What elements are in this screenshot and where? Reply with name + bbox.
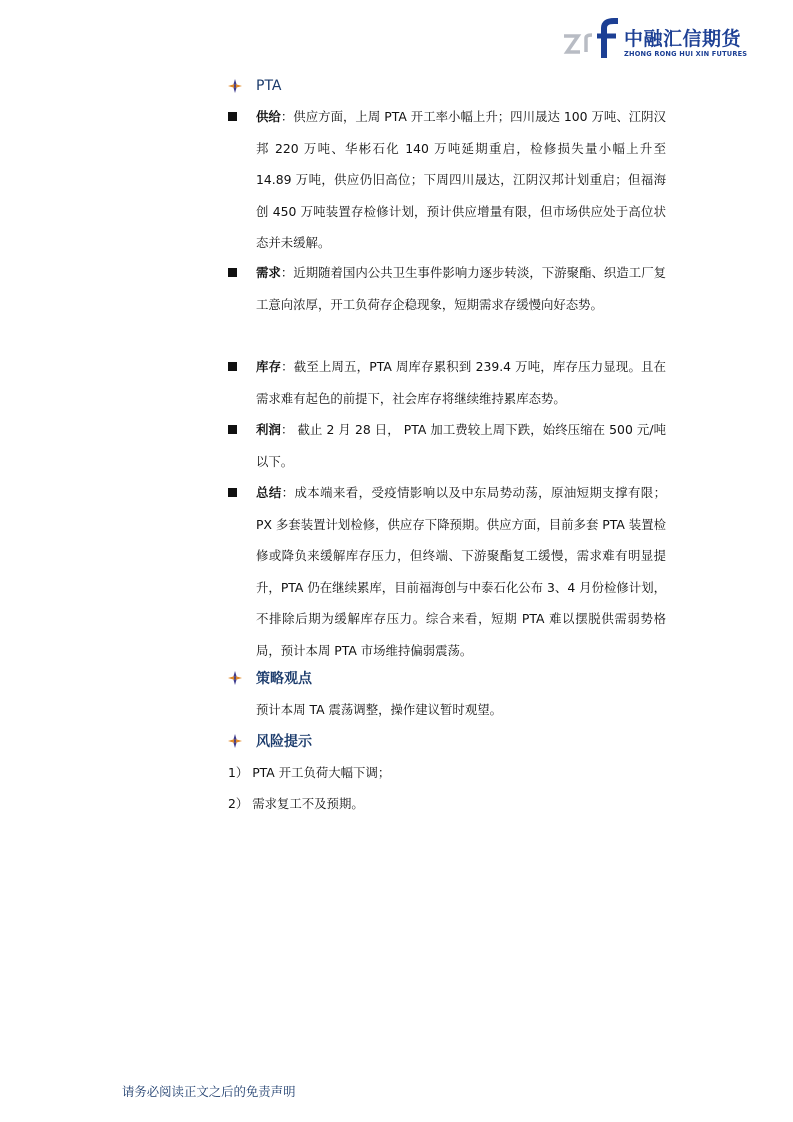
square-bullet-icon bbox=[228, 488, 237, 497]
section-heading-pta bbox=[228, 76, 281, 96]
section-heading-strategy bbox=[228, 668, 312, 688]
zrf-logo-icon bbox=[562, 18, 622, 62]
square-bullet-icon bbox=[228, 362, 237, 371]
bullet-text: ： 截止 2 月 28 日， PTA 加工费较上周下跌，始终压缩在 500 元/吨以下。 bbox=[256, 422, 667, 469]
bullet-label: 供给 bbox=[256, 109, 281, 124]
bullet-label: 总结 bbox=[256, 485, 282, 500]
square-bullet-icon bbox=[228, 425, 237, 434]
bullet-text: ：供应方面，上周 PTA 开工率小幅上升；四川晟达 100 万吨、江阴汉邦 220 万吨、华彬石化 140 万吨延期重启，检修损失量小幅上升至 14.89 万吨，供应仍旧高位；下周四川晟达，江阴汉邦计划重启；但福海创 450 万吨装置存检修计划，预计供应增量有限，但市场供应处于高位状态并未缓解。 bbox=[256, 109, 666, 250]
risk-item-1: 1） PTA 开工负荷大幅下调； bbox=[228, 765, 391, 780]
section-title: PTA bbox=[256, 78, 282, 94]
risk-item-2: 2） 需求复工不及预期。 bbox=[228, 796, 364, 811]
diamond-bullet-icon bbox=[228, 734, 242, 748]
footer-disclaimer: 请务必阅读正文之后的免责声明 bbox=[122, 1084, 296, 1099]
inventory-paragraph bbox=[256, 351, 666, 414]
bullet-text: ：成本端来看，受疫情影响以及中东局势动荡，原油短期支撑有限；PX 多套装置计划检修，供应存下降预期。供应方面，目前多套 PTA 装置检修或降负来缓解库存压力，但终端、下游聚酯复工缓慢，需求难有明显提升，PTA 仍在继续累库，目前福海创与中泰石化公布 3、4 月份检修计划，不排除后期为缓解库存压力。综合来看，短期 PTA 难以摆脱供需弱势格局，预计本周 PTA 市场维持偏弱震荡。 bbox=[256, 485, 667, 658]
logo-chinese-name: 中融汇信期货 bbox=[624, 28, 742, 50]
bullet-text: ：截至上周五，PTA 周库存累积到 239.4 万吨，库存压力显现。且在需求难有起色的前提下，社会库存将继续维持累库态势。 bbox=[256, 359, 667, 406]
bullet-text: ：近期随着国内公共卫生事件影响力逐步转淡，下游聚酯、织造工厂复工意向浓厚，开工负荷存企稳现象，短期需求存缓慢向好态势。 bbox=[256, 265, 667, 312]
bullet-label: 利润 bbox=[256, 422, 281, 437]
square-bullet-icon bbox=[228, 268, 237, 277]
supply-paragraph bbox=[256, 101, 666, 259]
strategy-text: 预计本周 TA 震荡调整，操作建议暂时观望。 bbox=[256, 702, 502, 717]
diamond-bullet-icon bbox=[228, 79, 242, 93]
diamond-bullet-icon bbox=[228, 671, 242, 685]
bullet-label: 库存 bbox=[256, 359, 282, 374]
summary-paragraph bbox=[256, 477, 666, 666]
section-heading-risk bbox=[228, 731, 312, 751]
square-bullet-icon bbox=[228, 112, 237, 121]
logo-english-name: ZHONG RONG HUI XIN FUTURES bbox=[624, 50, 748, 58]
section-title: 策略观点 bbox=[256, 671, 312, 687]
demand-paragraph bbox=[256, 257, 666, 320]
section-title: 风险提示 bbox=[256, 734, 312, 750]
company-logo bbox=[562, 18, 752, 62]
profit-paragraph bbox=[256, 414, 666, 477]
bullet-label: 需求 bbox=[256, 265, 281, 280]
